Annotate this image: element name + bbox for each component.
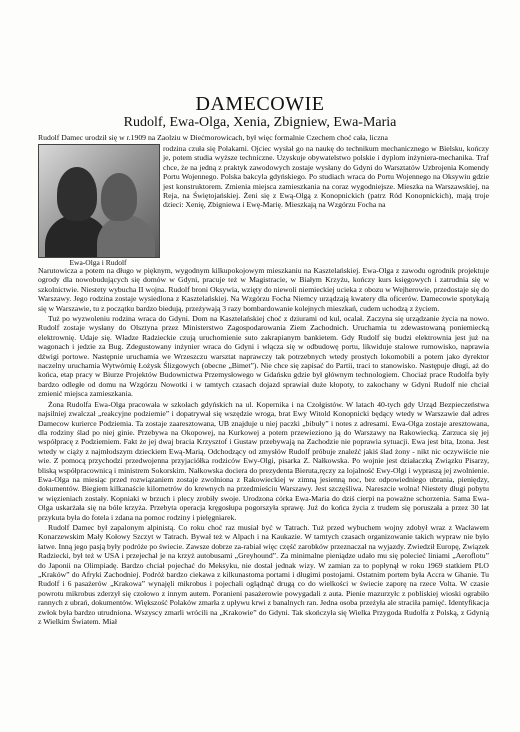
side-paragraph: rodzina czuła się Polakami. Ojciec wysłał go na naukę do technikum mechanicznego w Bielsku, kończy je, potem studia wyższe techniczne. Uzyskuje obywatelstwo polskie i dyplom inżyniera-mechanika. Traf chce, że na jedną z praktyk zawodowych zostaje wysłany do Gdyni do Warsztatów Uzbrojenia Komendy Portu Wojennego. Polska bakcyla gdyńskiego. Po studiach wraca do Portu Wojennego na Oksywiu gdzie jest konstruktorem. Zmienia miejsca zamieszkania na coraz wygodniejsze. Mieszka na Warszawskiej, na Reja, na Świętojańskiej. Żeni się z Ewą-Olgą z Konopnickich (patrz Ród Konopnickich), mają troje dzieci: Xenię, Zbigniewa i Ewę-Marię. Mieszkają na Wzgórzu Focha na (163, 144, 489, 210)
paragraph-1: Narutowicza a potem na długo w pięknym, wygodnym kilkupokojowym mieszkaniu na Kasztelańskiej. Ewa-Olga z zawodu ogrodnik projektuje ogrody dla nowobudujących się domów w Gdyni, pracuje też w Magistracie, w Białym Krzyżu, kończy kurs księgowych i zatrudnia się w szkolnictwie. Niestety wybucha II wojna. Rudolf broni Oksywia, wzięty do niewoli niemieckiej ucieka z obozu w Wejherowie, przedostaje się do Warszawy. Jego rodzina zostaje wysiedlona z Kasztelańskiej. Na Wzgórzu Focha Niemcy urządzają kwatery dla oficerów. Damecowie spotykają się w Warszawie, tu z początku bardzo biedują, przeżywają 3 razy bombardowanie kolejnych mieszkań, cudem uchodzą z życiem. (38, 266, 489, 313)
paragraph-3: Żona Rudolfa Ewa-Olga pracowała w szkołach gdyńskich na ul. Kopernika i na Czołgistów. W latach 40-tych gdy Urząd Bezpieczeństwa najsilniej zwalczał „reakcyjne podziemie” i dopatrywał się wszędzie wroga, brat Ewy Witold Konopnicki będący wtedy w Warszawie dał adres Damecow kurierce Podziemia. Ta zostaje zaaresztowana, UB znajduje u niej paczki „bibuły” i notes z adresami. Ewa-Olga zostaje aresztowana, dla rodziny ślad po niej ginie. Przebywa na Okopowej, na Kurkowej a potem przewieziono ją do Warszawy na Rakowiecką. Zarzuca się jej współpracę z Podziemiem. Fakt że jej dwaj bracia Krzysztof i Gustaw przebywają na Zachodzie nie poprawia sytuacji. Ewa jest bita, Izona. Jest wtedy w ciąży z najmłodszym dzieckiem Ewą-Marią. Odchodzący od zmysłów Rudolf próbuje znaleźć jakiś ślad żony - nikt nic oczywiście nie wie. Z pomocą przychodzi przedwojenna przyjaciółka rodziców Ewy-Olgi, pisarka Z. Nałkowska. Po wojnie jest działaczką Związku Pisarzy, bliską współpracownicą i ministrem Sokorskim. Nałkowska dociera do prezydenta Bieruta,ręczy za lojalność Ewy-Olgi i wypraszą jej zwolnienie. Ewa-Olga na miesiąc przed rozwiązaniem zostaje zwolniona z Rakowieckiej w zimną jesienną noc, bez odpowiedniego ubrania, pieniędzy, dokumentów. Biegiem kilkanaście kilometrów do krewnych na przedmieściu Warszawy. Jest szczęśliwa. Nareszcie wolna! Niestety długi pobytu w więzieniach zostały. Kopniaki w brzuch i plecy zrobiły swoje. Urodzona córka Ewa-Maria do dziś cierpi na poważne schorzenia. Sama Ewa-Olga uskarżała się na bóle krzyża. Przebyta operacja kręgosłupa pogorszyła sprawę. Już do końca życia z trudem się poruszała a przez 30 lat przykuta była do fotela i zdana na pomoc rodziny i pielęgniarek. (38, 399, 489, 522)
intro-line: Rudolf Damec urodził się w r.1909 na Zaolziu w Dieċmorowicach, był więc formalnie Czechem choć cała, liczna (38, 133, 388, 142)
page-title: DAMECOWIE (195, 93, 325, 115)
photo-head-woman (101, 173, 137, 221)
side-text-block (163, 144, 489, 210)
photo-head-man (57, 167, 97, 221)
paragraph-2: Tuż po wyzwoleniu rodzina wraca do Gdyni. Dom na Kasztelańskiej choć z dziurami od kul, ocalał. Zaczyna się urządzanie życia na nowo. Rudolf zostaje wysłany do Olsztyna przez Ministerstwo Zagospodarowania Ziem Zachodnich. Uruchamia tu zdewastowaną poniemiecką elektrownię. Udaje się. Władze Radzieckie czują uruchomienie suto zakrapianym bankietem. Gdy Rudolf się budzi elektrownia jest już na wagonach i jedzie za Bug. Zdegustowany inżynier wraca do Gdyni i włącza się w odbudowę portu, likwiduje stalowe rumowisko, naprawia dźwigi portowe. Następnie uruchamia we Wrzeszczu warsztat naprawczy tak potrzebnych wtedy prostych lokomobili a potem jako dyrektor naczelny uruchamia Wytwórnię Łożysk Ślizgowych (obecne „Bimet”). Nie chce się zapisać do Partii, traci to stanowisko. Następuje długi, aż do końca, etap pracy w Biurze Projektów Budownictwa Przemysłowego w Gdańsku gdzie był głównym technologiem. Chociaż prace Rudolfa były bardzo odległe od domu na Wzgórzu Nowotki i w tamtych czasach dojazd sprawiał duże kłopoty, to zakochany w Gdyni Rudolf nie chciał zmienić miejsca zamieszkania. (38, 314, 489, 399)
family-photo (38, 144, 160, 258)
page-subtitle: Rudolf, Ewa-Olga, Xenia, Zbigniew, Ewa-Maria (123, 115, 397, 130)
photo-figure-woman (97, 215, 155, 258)
photo-caption: Ewa-Olga i Rudolf (69, 258, 127, 267)
paragraph-4: Rudolf Damec był zapalonym alpinistą. Co roku choć raz musiał być w Tatrach. Tuż przed wybuchem wojny zdobył wraz z Wacławem Konarzewskim Mały Kołowy Szczyt w Tatrach. Bywał też w Alpach i na Kaukazie. W tamtych czasach organizowanie takich wypraw nie było łatwe. Inną jego pasją były podróże po świecie. Zawsze dobrze za-rabiał więc część zarobków przeznaczał na wyjazdy. Zwiedził Europę, Związek Radziecki, był też w USA i przejechał je na krzyż autobusami „Greyhound”. Za minimalne pieniądze udało mu się polecieć liniami „Aeroflotu” do Japonii na Olimpiadę. Bardzo chciał pojechać do Meksyku, nie dostał jednak wizy. W zamian za to popłynął w roku 1969 statkiem PLO „Kraków” do Afryki Zachodniej. Podróż bardzo ciekawa z kilkunastoma portami i długimi postojami. Ostatnim portem była Accra w Ghanie. Tu Rudolf i 6 pasażerów „Krakowa” wynajęli mikrobus i pojechali oglądnąć drugą co do wielkości w świecie zaporę na rzece Volta. W czasie powrotu mikrobus zderzył się czołowo z innym autem. Poranieni pasażerowie powygadali z auta. Pienie mazurzyłc z pobliskiej wioski ograbiło rannych z ubrań, dokumentów. Większość Polaków zmarła z upływu krwi z banalnych ran. Jedna osoba przeżyła ale straciła pamięć. Identyfikacja zwłok była bardzo utrudniona. Wszyscy zmarli wrócili na „Krakowie” do Gdyni. Tak skończyła się Wielka Przygoda Rudolfa z Polską, z Gdynią z Wielkim Światem. Miał (38, 522, 489, 627)
main-text-block (38, 266, 489, 627)
